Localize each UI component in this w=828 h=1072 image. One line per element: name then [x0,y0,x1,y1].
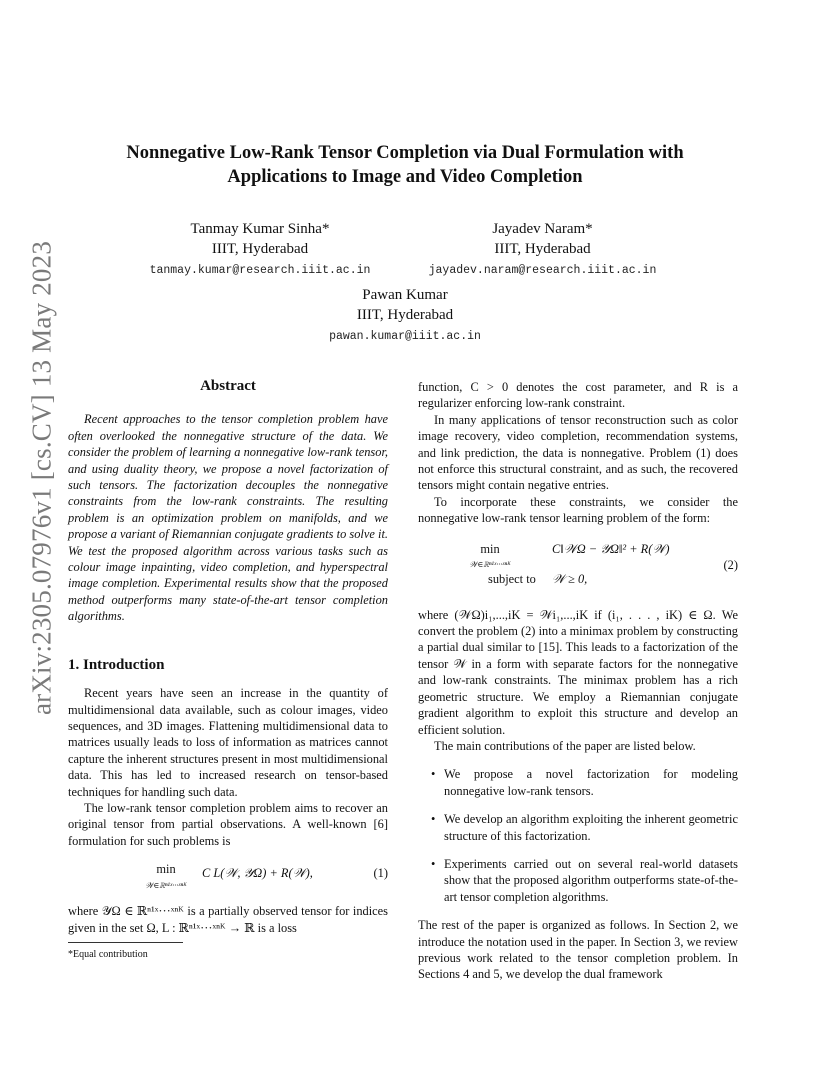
arxiv-sidebar [22,240,62,716]
author-email[interactable]: jayadev.naram@research.iiit.ac.in [428,264,657,277]
author-block-1 [130,219,390,281]
right-paragraph-3: To incorporate these constraints, we consider the nonnegative low-rank tensor learning problem of the form: [418,494,738,526]
left-column [68,378,388,963]
right-paragraph-5: The main contributions of the paper are listed below. [434,738,696,753]
right-paragraph-2: In many applications of tensor reconstruction such as color image recovery, video completion, recommendation systems, and link prediction, the data is nonnegative. Problem (1) does not enforce this structural constraint, and as such, the recovered tensors might contain negative entries. [418,412,738,493]
title-line-1: Nonnegative Low-Rank Tensor Completion via Dual Formulation with [126,143,684,163]
author-affiliation: IIIT, Hyderabad [494,241,591,257]
right-paragraph-1: function, C > 0 denotes the cost parameter, and R is a regularizer enforcing low-rank constraint. [418,380,738,411]
intro-heading: 1. Introduction [68,656,165,673]
eq1-operator: min [156,862,176,877]
author-email[interactable]: tanmay.kumar@research.iiit.ac.in [149,264,371,277]
author-name: Pawan Kumar [362,287,448,303]
author-email[interactable]: pawan.kumar@iiit.ac.in [329,330,481,343]
author-name: Tanmay Kumar Sinha* [190,221,330,237]
eq1-min-block [126,861,206,894]
eq2-body: C‖𝒲Ω − 𝒴Ω‖² + R(𝒲) [552,541,670,556]
abstract-text: Recent approaches to the tensor completion problem have often overlooked the nonnegative structure of the data. We consider the problem of learning a nonnegative low-rank tensor, and using duality theory, we propose a novel factorization of such tensors. The factorization decouples the nonnegative constraints from the low-rank constraints. The resulting problem is an optimization problem on manifolds, and we propose a variant of Riemannian conjugate gradients to solve it. We test the proposed algorithm across various tasks such as colour image inpainting, video completion, and hyperspectral image completion. Experimental results show that the proposed method outperforms many state-of-the-art tensor completion algorithms. [68,412,388,624]
eq1-subscript: 𝒲∈ℝⁿ¹ˣ···ˣⁿᴷ [145,880,187,890]
right-paragraph-4: where (𝒲Ω)i₁,...,iK = 𝒲i₁,...,iK if (i₁, . . . , iK) ∈ Ω. We convert the problem (2) into a minimax problem by constructing a partial dual similar to [15]. This leads to a factorization of the tensor 𝒲 in a form with separate factors for the nonnegative and low-rank constraints. The minimax problem has a rich geometric structure. We employ a Riemannian conjugate gradient algorithm to exploit this structure and develop an efficient solution. [418,607,738,737]
list-item: • We develop an algorithm exploiting the inherent geometric structure of this factorization. [418,811,738,844]
eq2-operator: min [480,541,500,556]
list-item: • We propose a novel factorization for modeling nonnegative low-rank tensors. [418,766,738,799]
intro-paragraph-2: The low-rank tensor completion problem aims to recover an original tensor from partial observations. A well-known [6] formulation for such problems is [68,800,388,848]
abstract-heading: Abstract [200,378,256,394]
equation-1 [68,859,388,891]
list-item: • Experiments carried out on several real-world datasets show that the proposed algorithm outperforms state-of-the-art tensor completion algorithms. [418,856,738,905]
footnote: *Equal contribution [68,948,148,960]
right-column [418,379,738,983]
arxiv-id: arXiv:2305.07976v1 [cs.CV] 13 May 2023 [26,240,57,716]
eq2-subscript: 𝒲∈ℝⁿ¹ˣ···ˣⁿᴷ [469,560,511,570]
contributions-list [418,766,738,905]
author-name: Jayadev Naram* [492,221,593,237]
eq2-constraint-label: subject to [488,571,536,586]
eq2-number: (2) [723,557,738,572]
author-block-2 [410,219,675,281]
intro-paragraph-3: where 𝒴Ω ∈ ℝⁿ¹ˣ···ˣⁿᴷ is a partially observed tensor for indices given in the set Ω, L : ℝⁿ¹ˣ···ˣⁿᴷ → ℝ is a loss [68,904,388,935]
right-paragraph-6: The rest of the paper is organized as follows. In Section 2, we introduce the notation used in the paper. In Section 3, we review previous work related to the tensor completion problem. In Sections 4 and 5, we develop the dual framework [418,918,738,982]
author-block-3 [280,285,530,347]
eq1-body: C L(𝒲, 𝒴Ω) + R(𝒲), [202,866,313,881]
paper-title [90,141,720,189]
title-line-2: Applications to Image and Video Completion [227,167,583,187]
footnote-rule [68,942,183,943]
eq2-constraint: 𝒲 ≥ 0, [552,571,588,586]
author-affiliation: IIIT, Hyderabad [211,241,309,257]
author-affiliation: IIIT, Hyderabad [356,307,454,323]
intro-paragraph-1: Recent years have seen an increase in the quantity of multidimensional data available, such as colour images, video sequences, and 3D images. Flattening multidimensional data to matrices usually leads to loss of information as matrices cannot capture the inherent structures present in most multidimensional data. This has led to increased research on tensor-based techniques for handling such data. [68,686,388,799]
eq2-min-block [450,541,530,574]
equation-2 [418,535,738,599]
eq1-number: (1) [373,866,388,881]
